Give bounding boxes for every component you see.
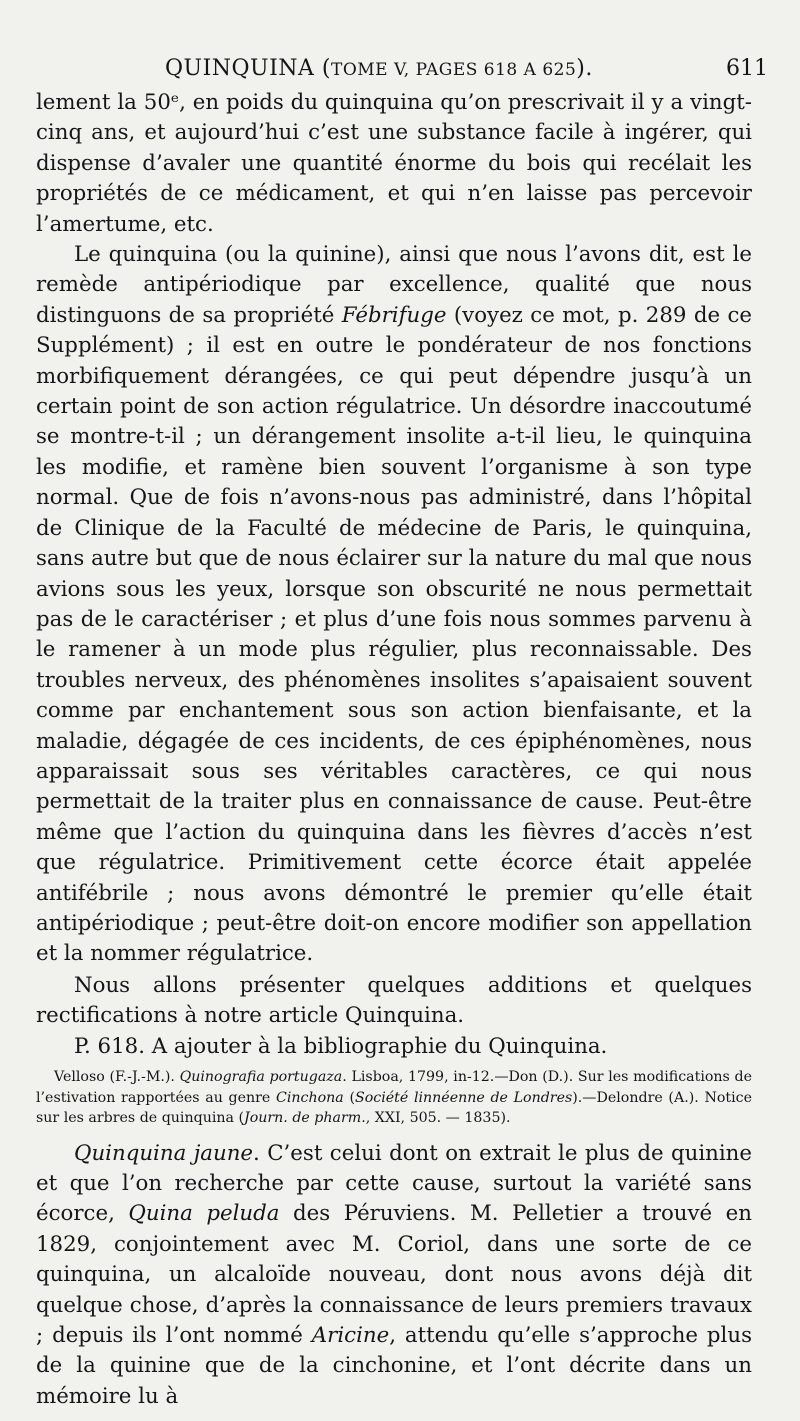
title-main: QUINQUINA ( (165, 56, 331, 81)
p2-after: (voyez ce mot, p. 289 de ce Supplément) ; il est en outre le pondérateur de nos fonctions morbifiquement dérangées, ce qui peut dépendre jusqu’à un certain point de son action régulatrice. Un désordre inaccoutumé se montre-t-il ; un dérangement insolite a-t-il lieu, le quinquina les modifie, et ramène bien souvent l’organisme à son type normal. Que de fois n’avons-nous pas administré, dans l’hôpital de Clinique de la Faculté de médecine de Paris, le quinquina, sans autre but que de nous éclairer sur la nature du mal que nous avions sous les yeux, lorsque son obscurité ne nous permettait pas de le caractériser ; et plus d’une fois nous sommes parvenu à le ramener à un mode plus régulier, plus reconnaissable. Des troubles nerveux, des phénomènes insolites s’apaisaient souvent comme par enchantement sous son action bienfaisante, et la maladie, dégagée de ces incidents, de ces épiphénomènes, nous apparaissait sous ses véritables caractères, ce qui nous permettait de la traiter plus en connaissance de cause. Peut-être même que l’action du quinquina dans les fièvres d’accès n’est que régulatrice. Primitivement cette écorce était appelée antifébrile ; nous avons démontré le premier qu’elle était antipériodique ; peut-être doit-on encore modifier son appellation et la nommer régulatrice. (36, 302, 752, 967)
paragraph-quinquina-jaune (36, 1139, 752, 1413)
page-number: 611 (726, 56, 768, 81)
p5-italic-quinquina-jaune: Quinquina jaune (74, 1140, 254, 1166)
biblio-b: Quinografia portugaza (179, 1069, 343, 1085)
p5-t1: . C’est celui dont on extrait le plus de quinine et que l’on recherche par cette cause, surtout la variété sans écorce, (36, 1140, 752, 1227)
p5-italic-aricine: Aricine (311, 1322, 390, 1348)
p5-italic-quina-peluda: Quina peluda (128, 1201, 280, 1227)
p2-before: Le quinquina (ou la quinine), ainsi que nous l’avons dit, est le remède antipériodique par excellence, qualité que nous distinguons de sa propriété (36, 242, 752, 328)
paragraph-quinine-antiperiodic (36, 240, 752, 970)
biblio-i: , XXI, 505. — 1835). (365, 1110, 511, 1126)
bibliography-entries (36, 1067, 752, 1129)
p2-italic-febrifuge: Fébrifuge (341, 302, 447, 328)
biblio-e: ( (343, 1089, 356, 1106)
title-end: ). (576, 56, 593, 81)
paragraph-additions: Nous allons présenter quelques additions et quelques rectifications à notre article Quinquina. (36, 972, 752, 1029)
body-text (36, 88, 752, 1412)
biblio-h: Journ. de pharm. (244, 1110, 366, 1126)
title-volume-pages: TOME V, PAGES 618 A 625 (331, 60, 577, 80)
biblio-a: Velloso (F.-J.-M.). (54, 1069, 180, 1085)
biblio-f: Société linnéenne de Londres (355, 1089, 573, 1106)
paragraph-continued: lement la 50ᵉ, en poids du quinquina qu’on prescrivait il y a vingt-cinq ans, et aujourd’hui c’est une substance facile à ingérer, qui dispense d’avaler une quantité énorme du bois qui recélait les propriétés de ce médicament, et qui n’en laisse pas percevoir l’amertume, etc. (36, 90, 752, 237)
running-header (0, 52, 800, 88)
running-title (165, 56, 593, 81)
biblio-d: Cinchona (276, 1089, 344, 1106)
biblio-c: . Lisboa, 1799, in-12.—Don (D.). Sur les modifications de l’estivation rapportées au genre (36, 1069, 752, 1106)
biblio-g: ).—Delondre (A.). Notice sur les arbres de quinquina ( (36, 1089, 752, 1126)
paragraph-bibliography-heading: P. 618. A ajouter à la bibliographie du Quinquina. (74, 1033, 608, 1059)
p5-t3: , attendu qu’elle s’approche plus de la quinine que de la cinchonine, et l’ont décrite dans un mémoire lu à (36, 1322, 753, 1409)
p5-t2: des Péruviens. M. Pelletier a trouvé en 1829, conjointement avec M. Coriol, dans une sorte de ce quinquina, un alcaloïde nouveau, dont nous avons déjà dit quelque chose, d’après la connaissance de leurs premiers travaux ; depuis ils l’ont nommé (36, 1201, 753, 1348)
